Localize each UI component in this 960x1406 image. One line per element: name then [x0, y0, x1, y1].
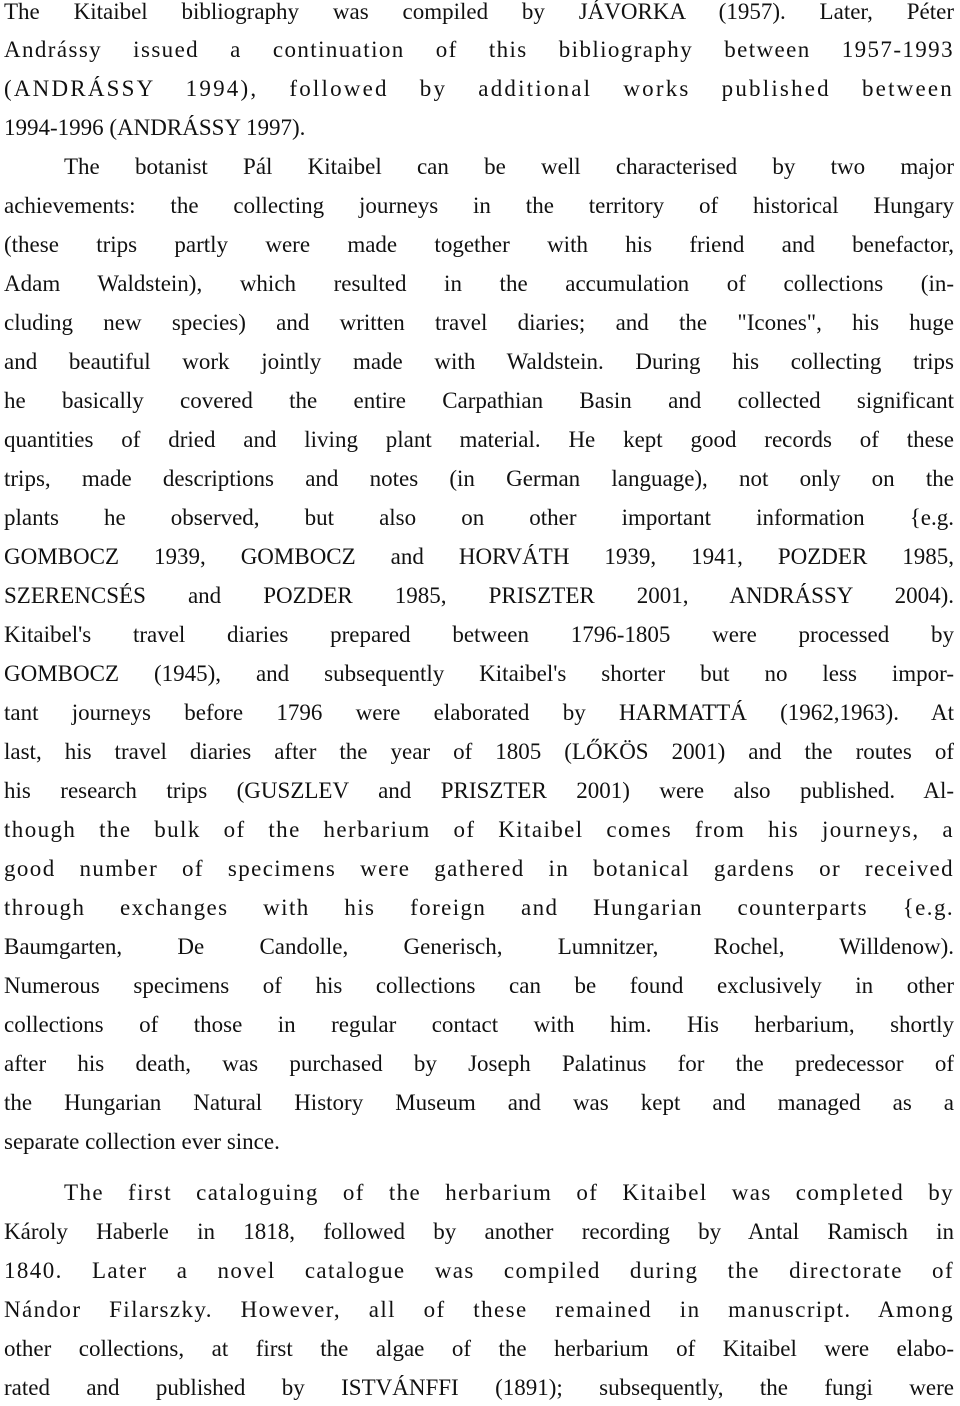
text-line: he basically covered the entire Carpathian Basin and collected significant [4, 388, 954, 413]
text-line: last, his travel diaries after the year of 1805 (LŐKÖS 2001) and the routes of [4, 739, 954, 764]
text-line: rated and published by ISTVÁNFFI (1891); subsequently, the fungi were [4, 1375, 954, 1400]
text-line: Károly Haberle in 1818, followed by another recording by Antal Ramisch in [4, 1219, 954, 1244]
text-line: good number of specimens were gathered in botanical gardens or received [4, 856, 954, 881]
text-line: Andrássy issued a continuation of this bibliography between 1957-1993 [4, 37, 954, 62]
text-line: the Hungarian Natural History Museum and was kept and managed as a [4, 1090, 954, 1115]
text-line: other collections, at first the algae of the herbarium of Kitaibel were elabo- [4, 1336, 954, 1361]
text-line: and beautiful work jointly made with Waldstein. During his collecting trips [4, 349, 954, 374]
text-line: (ANDRÁSSY 1994), followed by additional works published between [4, 76, 954, 101]
text-line: 1840. Later a novel catalogue was compiled during the directorate of [4, 1258, 954, 1283]
text-line: Baumgarten, De Candolle, Generisch, Lumnitzer, Rochel, Willdenow). [4, 934, 954, 959]
text-line: Kitaibel's travel diaries prepared between 1796-1805 were processed by [4, 622, 954, 647]
text-line: 1994-1996 (ANDRÁSSY 1997). [4, 115, 306, 140]
text-line: collections of those in regular contact with him. His herbarium, shortly [4, 1012, 954, 1037]
text-line: The botanist Pál Kitaibel can be well characterised by two major [64, 154, 954, 179]
text-line: quantities of dried and living plant material. He kept good records of these [4, 427, 954, 452]
text-line: (these trips partly were made together with his friend and benefactor, [4, 232, 954, 257]
text-line: plants he observed, but also on other important information {e.g. [4, 505, 954, 530]
text-line: separate collection ever since. [4, 1129, 280, 1154]
text-line: through exchanges with his foreign and Hungarian counterparts {e.g. [4, 895, 954, 920]
text-line: GOMBOCZ 1939, GOMBOCZ and HORVÁTH 1939, 1941, POZDER 1985, [4, 544, 954, 569]
text-line: GOMBOCZ (1945), and subsequently Kitaibel's shorter but no less impor- [4, 661, 954, 686]
text-line: trips, made descriptions and notes (in German language), not only on the [4, 466, 954, 491]
text-line: Adam Waldstein), which resulted in the accumulation of collections (in- [4, 271, 954, 296]
text-line: his research trips (GUSZLEV and PRISZTER 2001) were also published. Al- [4, 778, 954, 803]
text-line: tant journeys before 1796 were elaborated by HARMATTÁ (1962,1963). At [4, 700, 954, 725]
text-line: Nándor Filarszky. However, all of these remained in manuscript. Among [4, 1297, 954, 1322]
text-line: though the bulk of the herbarium of Kitaibel comes from his journeys, a [4, 817, 954, 842]
text-line: SZERENCSÉS and POZDER 1985, PRISZTER 2001, ANDRÁSSY 2004). [4, 583, 954, 608]
text-line: The Kitaibel bibliography was compiled by JÁVORKA (1957). Later, Péter [4, 0, 954, 24]
text-line: achievements: the collecting journeys in the territory of historical Hungary [4, 193, 954, 218]
text-line: Numerous specimens of his collections can be found exclusively in other [4, 973, 954, 998]
text-line: cluding new species) and written travel diaries; and the "Icones", his huge [4, 310, 954, 335]
text-line: The first cataloguing of the herbarium of Kitaibel was completed by [64, 1180, 954, 1205]
text-line: after his death, was purchased by Joseph Palatinus for the predecessor of [4, 1051, 954, 1076]
